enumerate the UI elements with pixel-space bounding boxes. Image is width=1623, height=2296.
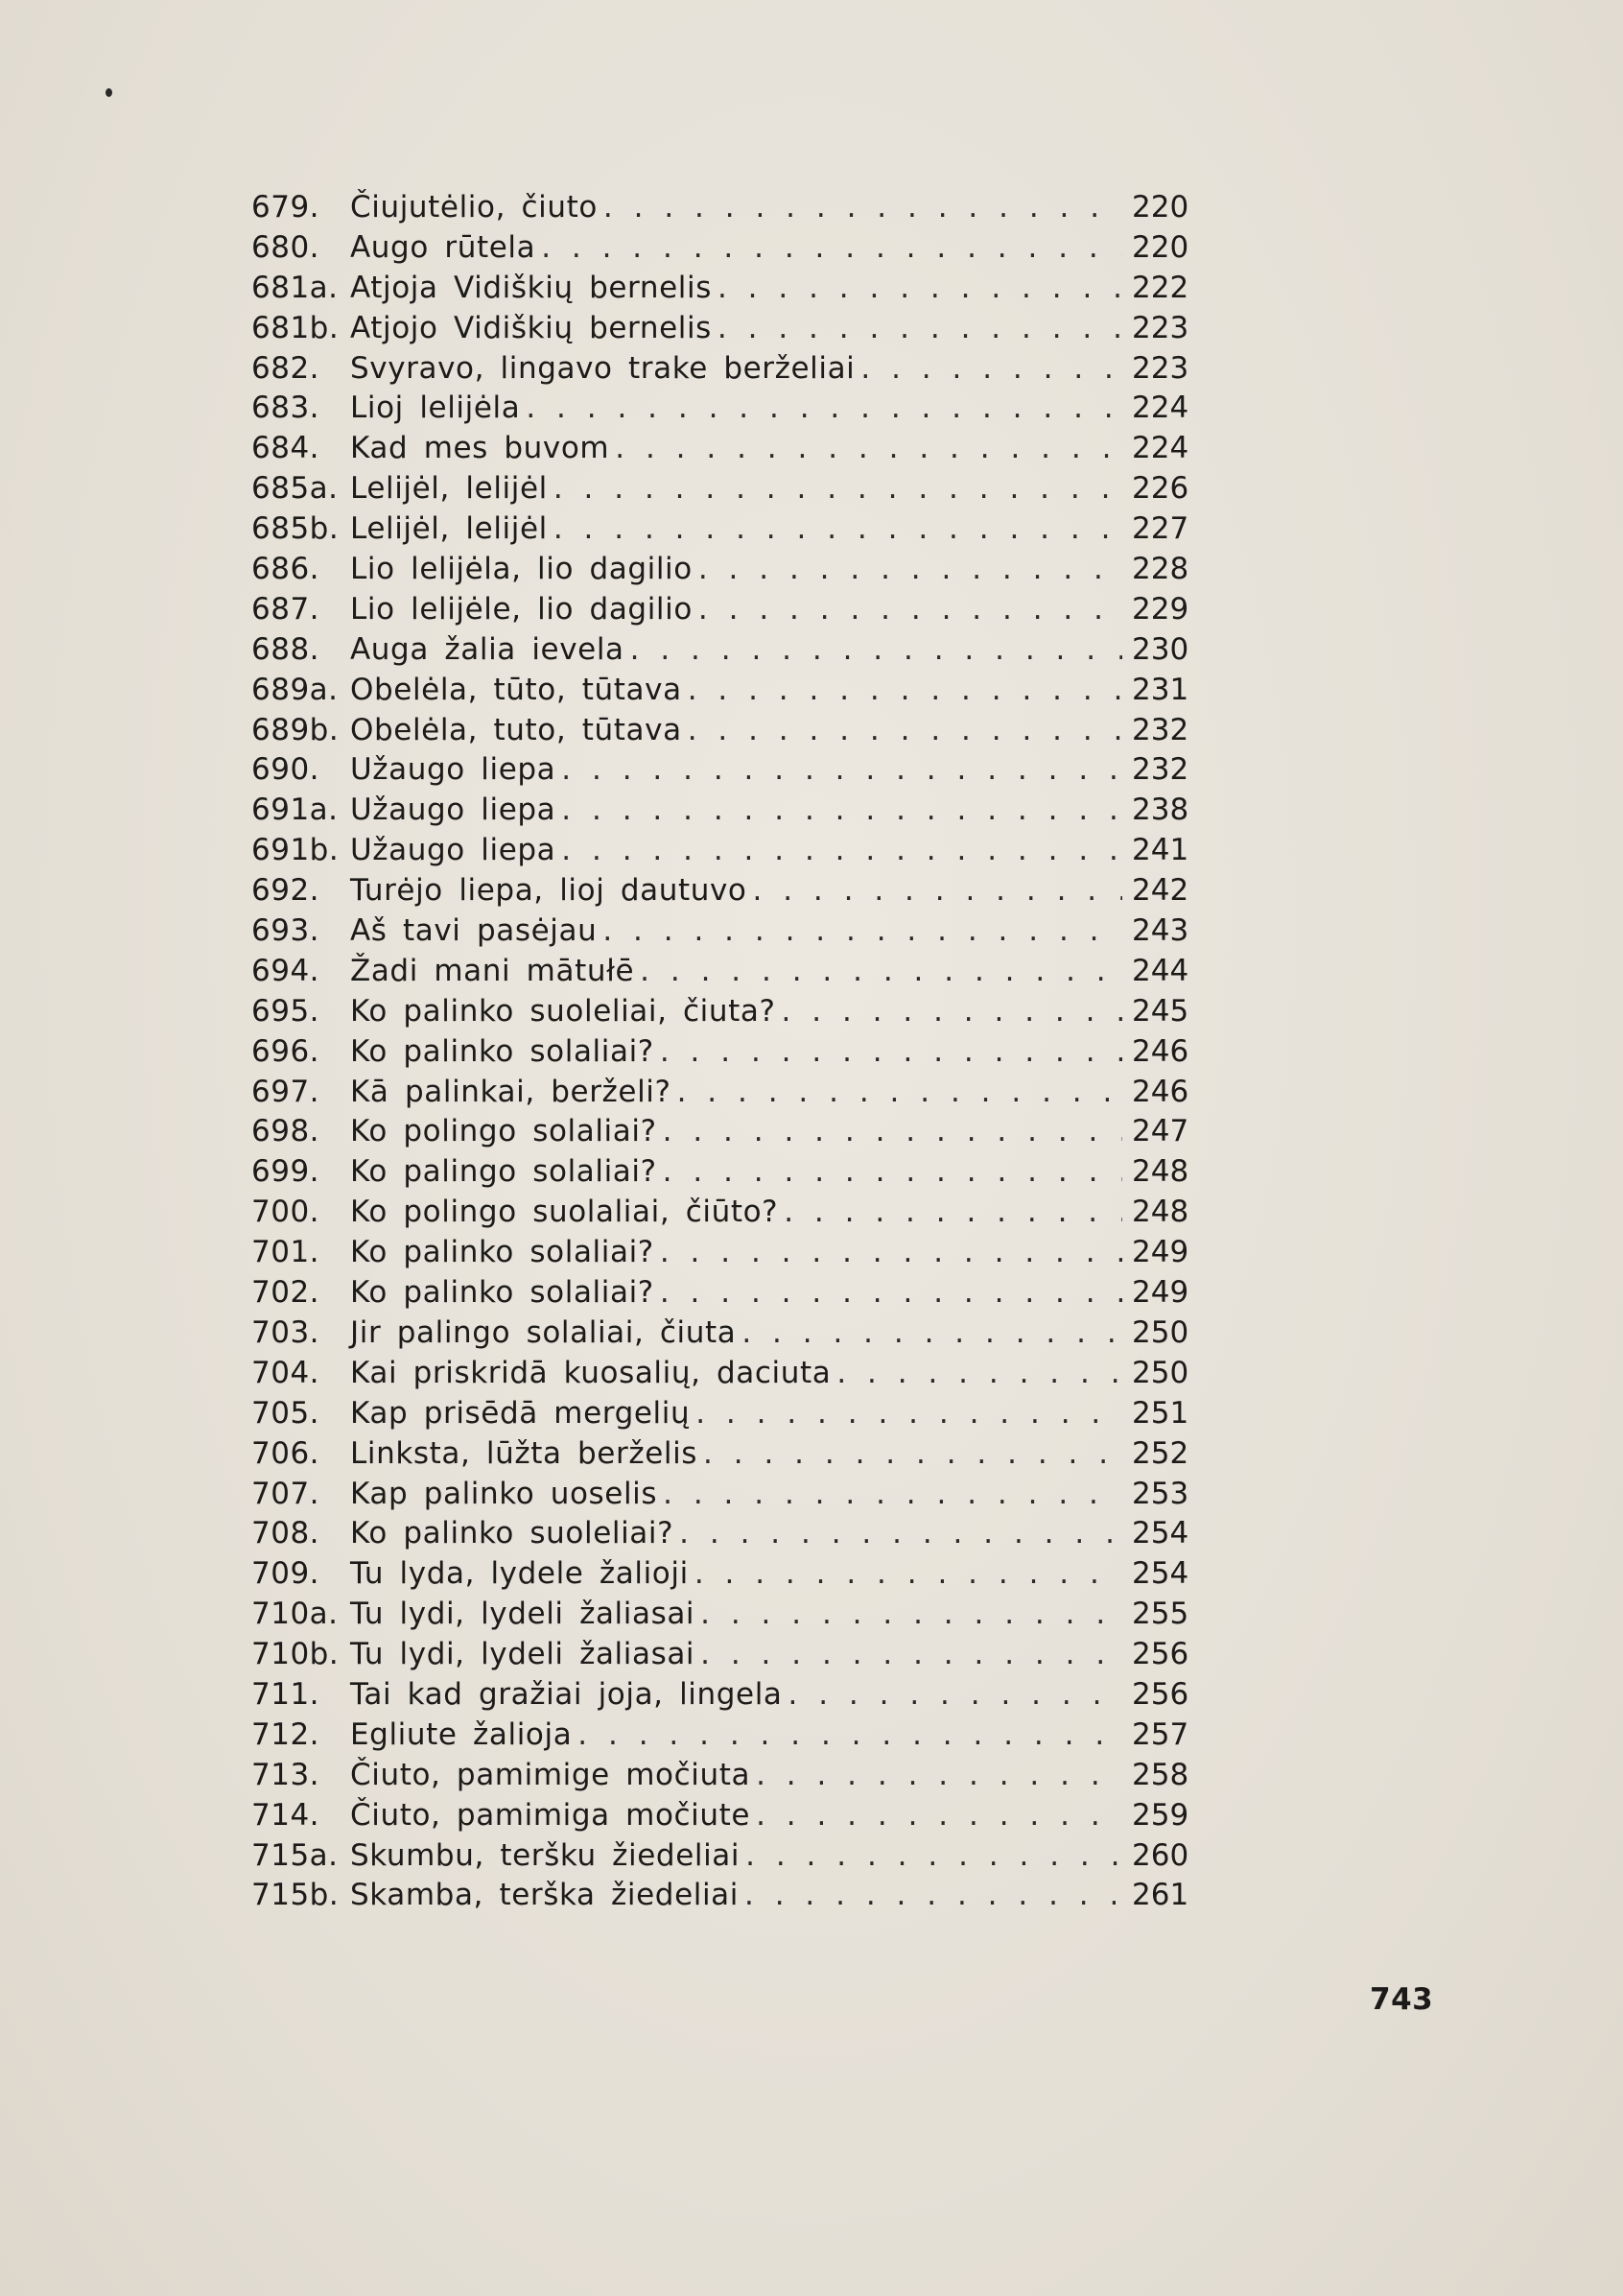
dot-leader [788, 1675, 1123, 1716]
toc-entry [251, 911, 1191, 952]
toc-entry [251, 1796, 1191, 1836]
dot-leader [630, 630, 1122, 671]
entry-title: Žadi mani mātułē [350, 953, 635, 988]
entry-number: 691a. [251, 793, 339, 828]
toc-entry [251, 1314, 1191, 1354]
toc-entry [251, 1112, 1191, 1152]
entry-page: 260 [1132, 1837, 1189, 1873]
entry-title: Turėjo liepa, lioj dautuvo [350, 873, 747, 909]
entry-title: Ko palinko solaliai? [350, 1033, 654, 1069]
toc-entry [251, 389, 1191, 429]
entry-title: Linksta, lūžta berželis [350, 1435, 698, 1471]
entry-page: 256 [1132, 1676, 1189, 1712]
toc-entry [251, 1514, 1191, 1554]
toc-entry [251, 1635, 1191, 1675]
entry-number: 681b. [251, 310, 340, 345]
entry-page: 253 [1132, 1476, 1189, 1511]
toc-entry [251, 429, 1191, 469]
entry-number: 713. [251, 1757, 320, 1792]
entry-page: 261 [1132, 1878, 1189, 1913]
entry-title: Kap prisēdā mergelių [350, 1395, 691, 1431]
dot-leader [782, 992, 1122, 1032]
entry-title: Ko palinko solaliai? [350, 1275, 654, 1311]
dot-leader [603, 188, 1122, 228]
toc-entry [251, 871, 1191, 911]
dot-leader [660, 1233, 1122, 1273]
dot-leader [860, 349, 1122, 390]
entry-number: 704. [251, 1355, 320, 1390]
entry-number: 698. [251, 1114, 320, 1149]
entry-number: 688. [251, 631, 320, 667]
dot-leader [717, 269, 1122, 309]
dot-leader [745, 1836, 1122, 1877]
entry-number: 691b. [251, 833, 340, 868]
entry-page: 245 [1132, 993, 1189, 1029]
entry-number: 686. [251, 552, 320, 587]
toc-entry [251, 228, 1191, 269]
toc-entry [251, 550, 1191, 590]
entry-number: 696. [251, 1033, 320, 1069]
entry-title: Aš tavi pasėjau [350, 913, 598, 949]
entry-number: 682. [251, 350, 320, 386]
entry-number: 697. [251, 1074, 320, 1109]
entry-title: Obelėla, tūto, tūtava [350, 672, 682, 707]
entry-number: 711. [251, 1676, 320, 1712]
page-number: 743 [1370, 1982, 1434, 2017]
dot-leader [663, 1475, 1122, 1515]
entry-page: 232 [1132, 752, 1189, 788]
entry-number: 701. [251, 1235, 320, 1270]
dot-leader [561, 750, 1122, 791]
entry-page: 244 [1132, 953, 1189, 988]
table-of-contents [251, 188, 1191, 1916]
entry-page: 246 [1132, 1033, 1189, 1069]
dot-leader [717, 309, 1122, 349]
entry-page: 255 [1132, 1597, 1189, 1632]
entry-page: 243 [1132, 913, 1189, 949]
entry-page: 250 [1132, 1314, 1189, 1350]
entry-page: 232 [1132, 712, 1189, 747]
toc-entry [251, 1152, 1191, 1193]
dot-leader [688, 711, 1122, 751]
toc-entry [251, 590, 1191, 630]
entry-title: Atjoja Vidiškių bernelis [350, 270, 712, 305]
entry-number: 699. [251, 1154, 320, 1190]
entry-title: Augo rūtela [350, 229, 536, 265]
entry-number: 714. [251, 1797, 320, 1833]
dot-leader [703, 1434, 1122, 1475]
entry-title: Lelijėl, lelijėl [350, 471, 548, 507]
entry-title: Ko palinko suoleliai? [350, 1516, 674, 1551]
entry-number: 689a. [251, 672, 339, 707]
toc-entry [251, 1032, 1191, 1073]
entry-title: Lio lelijėla, lio dagilio [350, 552, 693, 587]
dot-leader [561, 831, 1122, 871]
entry-number: 683. [251, 391, 320, 426]
toc-entry [251, 349, 1191, 390]
dot-leader [836, 1354, 1122, 1394]
entry-title: Skumbu, teršku žiedeliai [350, 1837, 741, 1873]
toc-entry [251, 469, 1191, 509]
entry-page: 254 [1132, 1556, 1189, 1592]
entry-page: 249 [1132, 1235, 1189, 1270]
entry-number: 693. [251, 913, 320, 949]
toc-entry [251, 309, 1191, 349]
entry-page: 230 [1132, 631, 1189, 667]
toc-entry [251, 750, 1191, 791]
dot-leader [698, 550, 1122, 590]
entry-page: 231 [1132, 672, 1189, 707]
toc-entry [251, 1675, 1191, 1716]
entry-title: Užaugo liepa [350, 833, 556, 868]
entry-number: 681a. [251, 270, 339, 305]
entry-number: 700. [251, 1195, 320, 1230]
dot-leader [663, 1152, 1122, 1193]
dot-leader [660, 1032, 1122, 1073]
entry-page: 248 [1132, 1195, 1189, 1230]
entry-page: 259 [1132, 1797, 1189, 1833]
dot-leader [679, 1514, 1122, 1554]
entry-page: 220 [1132, 229, 1189, 265]
dot-leader [756, 1796, 1122, 1836]
toc-entry [251, 1354, 1191, 1394]
dot-leader [640, 952, 1122, 992]
entry-number: 692. [251, 873, 320, 909]
dot-leader [541, 228, 1122, 269]
toc-entry [251, 791, 1191, 831]
entry-number: 685b. [251, 511, 340, 547]
entry-title: Kai priskridā kuosalių, daciuta [350, 1355, 832, 1390]
entry-number: 707. [251, 1476, 320, 1511]
entry-title: Skamba, terška žiedeliai [350, 1878, 739, 1913]
entry-title: Lelijėl, lelijėl [350, 511, 548, 547]
toc-entry [251, 269, 1191, 309]
entry-title: Tu lydi, lydeli žaliasai [350, 1637, 695, 1672]
entry-number: 708. [251, 1516, 320, 1551]
entry-title: Auga žalia ievela [350, 631, 624, 667]
entry-number: 709. [251, 1556, 320, 1592]
toc-entry [251, 1876, 1191, 1916]
toc-entry [251, 1073, 1191, 1113]
toc-entry [251, 1193, 1191, 1233]
entry-page: 250 [1132, 1355, 1189, 1390]
entry-page: 241 [1132, 833, 1189, 868]
entry-number: 684. [251, 431, 320, 466]
dot-leader [741, 1314, 1122, 1354]
dot-leader [553, 469, 1122, 509]
entry-page: 229 [1132, 591, 1189, 627]
toc-entry [251, 1756, 1191, 1796]
dot-leader [700, 1595, 1122, 1635]
entry-number: 679. [251, 190, 320, 225]
entry-number: 710a. [251, 1597, 339, 1632]
dot-leader [784, 1193, 1122, 1233]
entry-page: 228 [1132, 552, 1189, 587]
entry-page: 256 [1132, 1637, 1189, 1672]
entry-page: 222 [1132, 270, 1189, 305]
entry-title: Kā palinkai, berželi? [350, 1074, 671, 1109]
entry-title: Lioj lelijėla [350, 391, 521, 426]
entry-number: 712. [251, 1716, 320, 1752]
entry-number: 710b. [251, 1637, 340, 1672]
toc-entry [251, 1554, 1191, 1595]
entry-number: 694. [251, 953, 320, 988]
toc-entry [251, 711, 1191, 751]
dot-leader [756, 1756, 1122, 1796]
entry-title: Kad mes buvom [350, 431, 610, 466]
entry-page: 246 [1132, 1074, 1189, 1109]
entry-page: 251 [1132, 1395, 1189, 1431]
entry-number: 690. [251, 752, 320, 788]
dot-leader [561, 791, 1122, 831]
entry-title: Lio lelijėle, lio dagilio [350, 591, 693, 627]
dot-leader [695, 1394, 1122, 1434]
entry-title: Egliute žalioja [350, 1716, 573, 1752]
entry-title: Tu lyda, lydele žalioji [350, 1556, 689, 1592]
entry-page: 223 [1132, 350, 1189, 386]
entry-title: Užaugo liepa [350, 752, 556, 788]
entry-title: Ko polingo suolaliai, čiūto? [350, 1195, 779, 1230]
entry-page: 257 [1132, 1716, 1189, 1752]
toc-entry [251, 1434, 1191, 1475]
entry-title: Atjojo Vidiškių bernelis [350, 310, 712, 345]
toc-entry [251, 831, 1191, 871]
toc-entry [251, 1595, 1191, 1635]
toc-entry [251, 1273, 1191, 1314]
entry-title: Užaugo liepa [350, 793, 556, 828]
entry-title: Čiujutėlio, čiuto [350, 190, 598, 225]
dot-leader [602, 911, 1122, 952]
entry-page: 227 [1132, 511, 1189, 547]
entry-page: 242 [1132, 873, 1189, 909]
entry-title: Tu lydi, lydeli žaliasai [350, 1597, 695, 1632]
dot-leader [698, 590, 1122, 630]
toc-entry [251, 1716, 1191, 1756]
dot-leader [677, 1073, 1122, 1113]
entry-number: 702. [251, 1275, 320, 1311]
entry-title: Tai kad gražiai joja, lingela [350, 1676, 783, 1712]
entry-number: 715a. [251, 1837, 339, 1873]
dot-leader [553, 509, 1122, 550]
toc-entry [251, 1233, 1191, 1273]
dot-leader [526, 389, 1122, 429]
entry-title: Ko palinko suoleliai, čiuta? [350, 993, 776, 1029]
toc-entry [251, 1836, 1191, 1877]
dot-leader [688, 671, 1122, 711]
toc-entry [251, 952, 1191, 992]
entry-page: 224 [1132, 431, 1189, 466]
dot-leader [694, 1554, 1122, 1595]
ink-speck [106, 88, 112, 97]
entry-page: 258 [1132, 1757, 1189, 1792]
dot-leader [663, 1112, 1122, 1152]
entry-number: 680. [251, 229, 320, 265]
dot-leader [660, 1273, 1122, 1314]
entry-title: Jir palingo solaliai, čiuta [350, 1314, 737, 1350]
toc-entry [251, 992, 1191, 1032]
dot-leader [700, 1635, 1122, 1675]
entry-number: 706. [251, 1435, 320, 1471]
entry-title: Obelėla, tuto, tūtava [350, 712, 682, 747]
entry-page: 254 [1132, 1516, 1189, 1551]
toc-entry [251, 630, 1191, 671]
dot-leader [577, 1716, 1122, 1756]
entry-number: 695. [251, 993, 320, 1029]
entry-number: 685a. [251, 471, 339, 507]
toc-entry [251, 1475, 1191, 1515]
entry-page: 247 [1132, 1114, 1189, 1149]
toc-entry [251, 671, 1191, 711]
entry-page: 252 [1132, 1435, 1189, 1471]
entry-title: Kap palinko uoselis [350, 1476, 658, 1511]
entry-number: 689b. [251, 712, 340, 747]
entry-number: 687. [251, 591, 320, 627]
dot-leader [753, 871, 1122, 911]
entry-title: Ko palinko solaliai? [350, 1235, 654, 1270]
entry-number: 705. [251, 1395, 320, 1431]
entry-number: 703. [251, 1314, 320, 1350]
entry-page: 223 [1132, 310, 1189, 345]
entry-title: Čiuto, pamimige močiuta [350, 1757, 751, 1792]
entry-page: 238 [1132, 793, 1189, 828]
entry-page: 249 [1132, 1275, 1189, 1311]
entry-page: 224 [1132, 391, 1189, 426]
entry-number: 715b. [251, 1878, 340, 1913]
toc-entry [251, 509, 1191, 550]
toc-entry [251, 1394, 1191, 1434]
toc-entry [251, 188, 1191, 228]
dot-leader [615, 429, 1122, 469]
entry-page: 226 [1132, 471, 1189, 507]
entry-title: Čiuto, pamimiga močiute [350, 1797, 751, 1833]
entry-title: Svyravo, lingavo trake berželiai [350, 350, 856, 386]
entry-title: Ko polingo solaliai? [350, 1114, 657, 1149]
dot-leader [744, 1876, 1122, 1916]
entry-page: 248 [1132, 1154, 1189, 1190]
entry-page: 220 [1132, 190, 1189, 225]
entry-title: Ko palingo solaliai? [350, 1154, 657, 1190]
